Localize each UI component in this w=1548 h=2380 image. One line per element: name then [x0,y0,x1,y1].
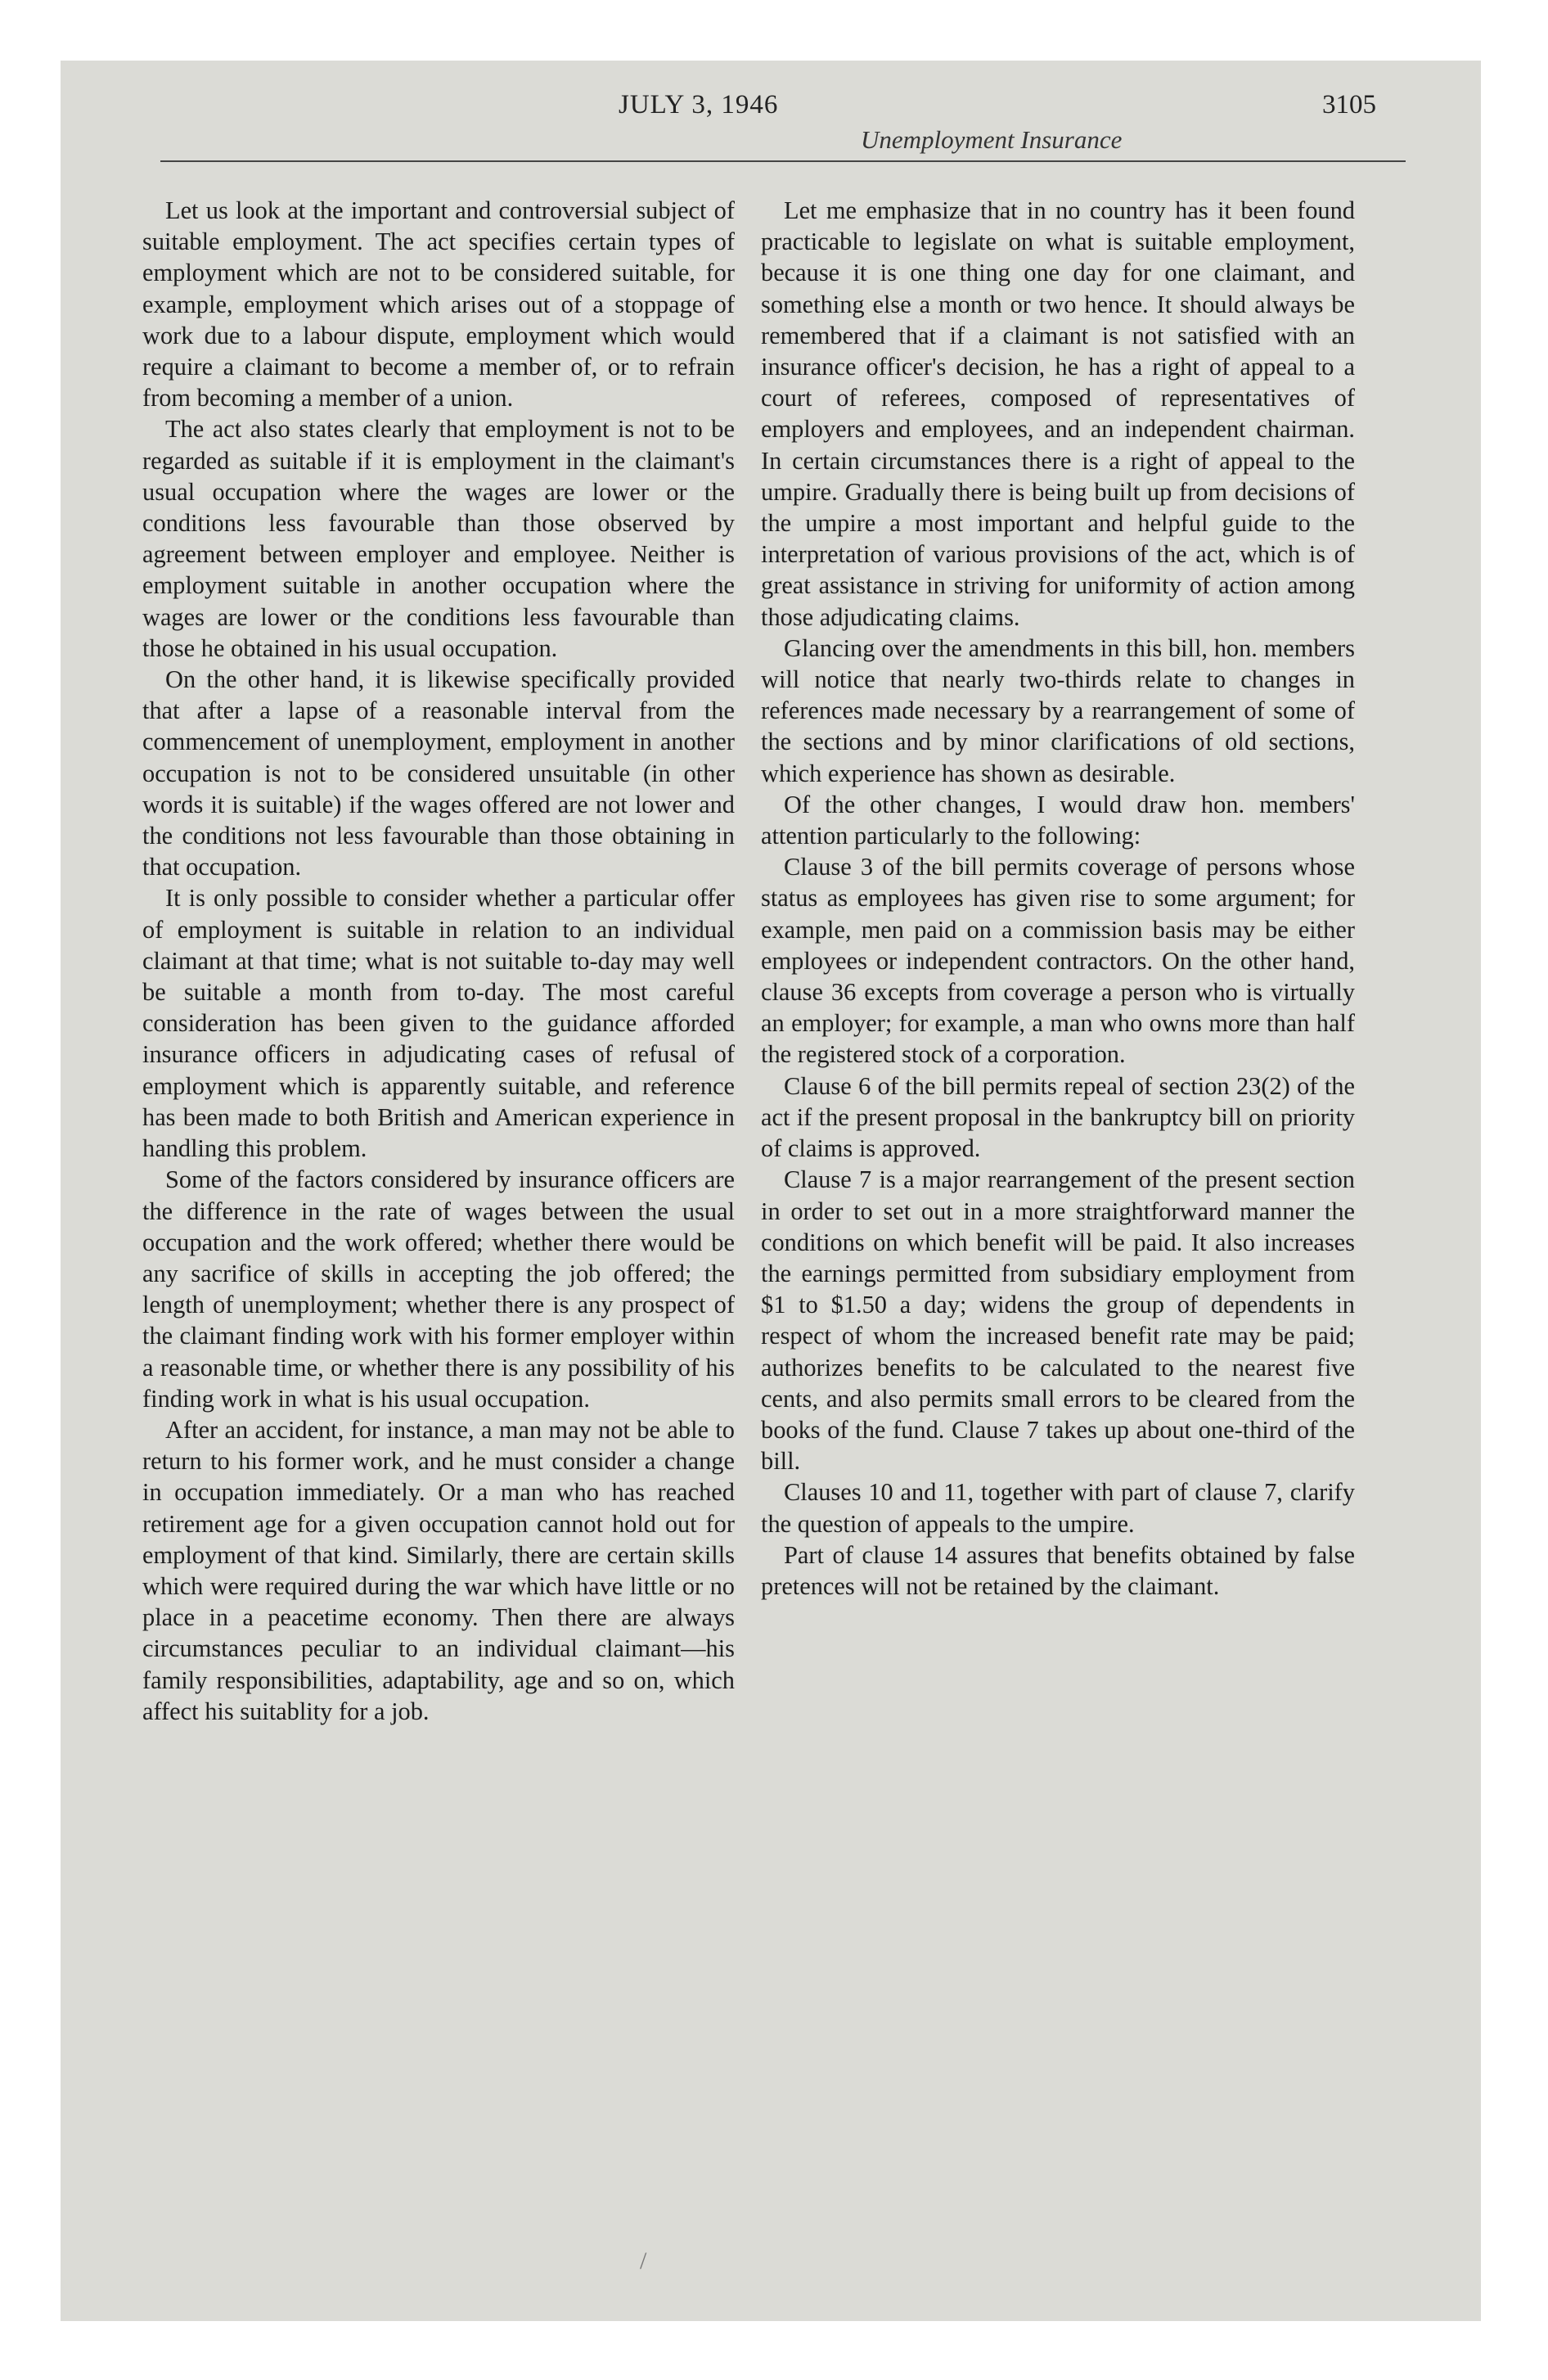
paragraph: On the other hand, it is likewise specifically provided that after a lapse of a reasonable interval from the commencement of unemployment, employment in another occupation is not to be considered unsuitable (in other words it is suitable) if the wages offered are not lower and the conditions not less favourable than those obtaining in that occupation. [142,665,735,881]
paragraph: Clause 3 of the bill permits coverage of persons whose status as employees has given rise to some argument; for example, men paid on a commission basis may be either employees or independent contractors. On the other hand, clause 36 excepts from coverage a person who is virtually an employer; for example, a man who owns more than half the registered stock of a corporation. [761,853,1355,1069]
paragraph: Let us look at the important and controversial subject of suitable employment. The act specifies certain types of employment which are not to be considered suitable, for example, employment which arises out of a stoppage of work due to a labour dispute, employment which would require a claimant to become a member of, or to refrain from becoming a member of a union. [142,196,735,412]
paragraph: Glancing over the amendments in this bill, hon. members will notice that nearly two-thirds relate to changes in references made necessary by a rearrangement of some of the sections and by minor clarifications of old sections, which experience has shown as desirable. [761,633,1355,787]
paragraph: Part of clause 14 assures that benefits obtained by false pretences will not be retained by the claimant. [761,1540,1355,1600]
paragraph: The act also states clearly that employment is not to be regarded as suitable if it is employment in the claimant's usual occupation where the wages are lower or the conditions less favourable than those observed by agreement between employer and employee. Neither is employment suitable in another occupation where the wages are lower or the conditions less favourable than those he obtained in his usual occupation. [142,415,735,662]
stray-pen-mark: / [640,2247,647,2274]
paragraph: Some of the factors considered by insurance officers are the difference in the rate of wages between the usual occupation and the work offered; whether there would be any sacrifice of skills in accepting the job offered; the length of unemployment; whether there is any prospect of the claimant finding work with his former employer within a reasonable time, or whether there is any possibility of his finding work in what is his usual occupation. [142,1165,735,1413]
paragraph: Let me emphasize that in no country has it been found practicable to legislate on what is suitable employment, because it is one thing one day for one claimant, and something else a month or two hence. It should always be remembered that if a claimant is not satisfied with an insurance officer's decision, he has a right of appeal to a court of referees, composed of representatives of employers and employees, and an independent chairman. In certain circumstances there is a right of appeal to the umpire. Gradually there is being built up from decisions of the umpire a most important and helpful guide to the interpretation of various provisions of the act, which is of great assistance in striving for uniformity of action among those adjudicating claims. [761,196,1355,631]
header-rule [160,160,1406,162]
left-column [142,195,735,1727]
section-title: Unemployment Insurance [861,125,1123,154]
paragraph: Clauses 10 and 11, together with part of clause 7, clarify the question of appeals to the umpire. [761,1478,1355,1538]
paragraph: Clause 6 of the bill permits repeal of section 23(2) of the act if the present proposal in the bankruptcy bill on priority of claims is approved. [761,1071,1355,1163]
paragraph: Of the other changes, I would draw hon. members' attention particularly to the following: [761,790,1355,850]
paragraph: Clause 7 is a major rearrangement of the present section in order to set out in a more straightforward manner the conditions on which benefit will be paid. It also increases the earnings permitted from subsidiary employment from $1 to $1.50 a day; widens the group of dependents in respect of whom the increased benefit rate may be paid; authorizes benefits to be calculated to the nearest five cents, and also permits small errors to be cleared from the books of the fund. Clause 7 takes up about one-third of the bill. [761,1165,1355,1476]
page-number: 3105 [1322,90,1376,119]
page-date: JULY 3, 1946 [619,90,779,119]
paragraph: It is only possible to consider whether a particular offer of employment is suitable in relation to an individual claimant at that time; what is not suitable to-day may well be suitable a month from to-day. The most careful consideration has been given to the guidance afforded insurance officers in adjudicating cases of refusal of employment which is apparently suitable, and reference has been made to both British and American experience in handling this problem. [142,884,735,1163]
paragraph: After an accident, for instance, a man may not be able to return to his former work, and he must consider a change in occupation immediately. Or a man who has reached retirement age for a given occupation cannot hold out for employment of that kind. Similarly, there are certain skills which were required during the war which have little or no place in a peacetime economy. Then there are always circumstances peculiar to an individual claimant—his family responsibilities, adaptability, age and so on, which affect his suitablity for a job. [142,1415,735,1725]
right-column [761,195,1355,1602]
